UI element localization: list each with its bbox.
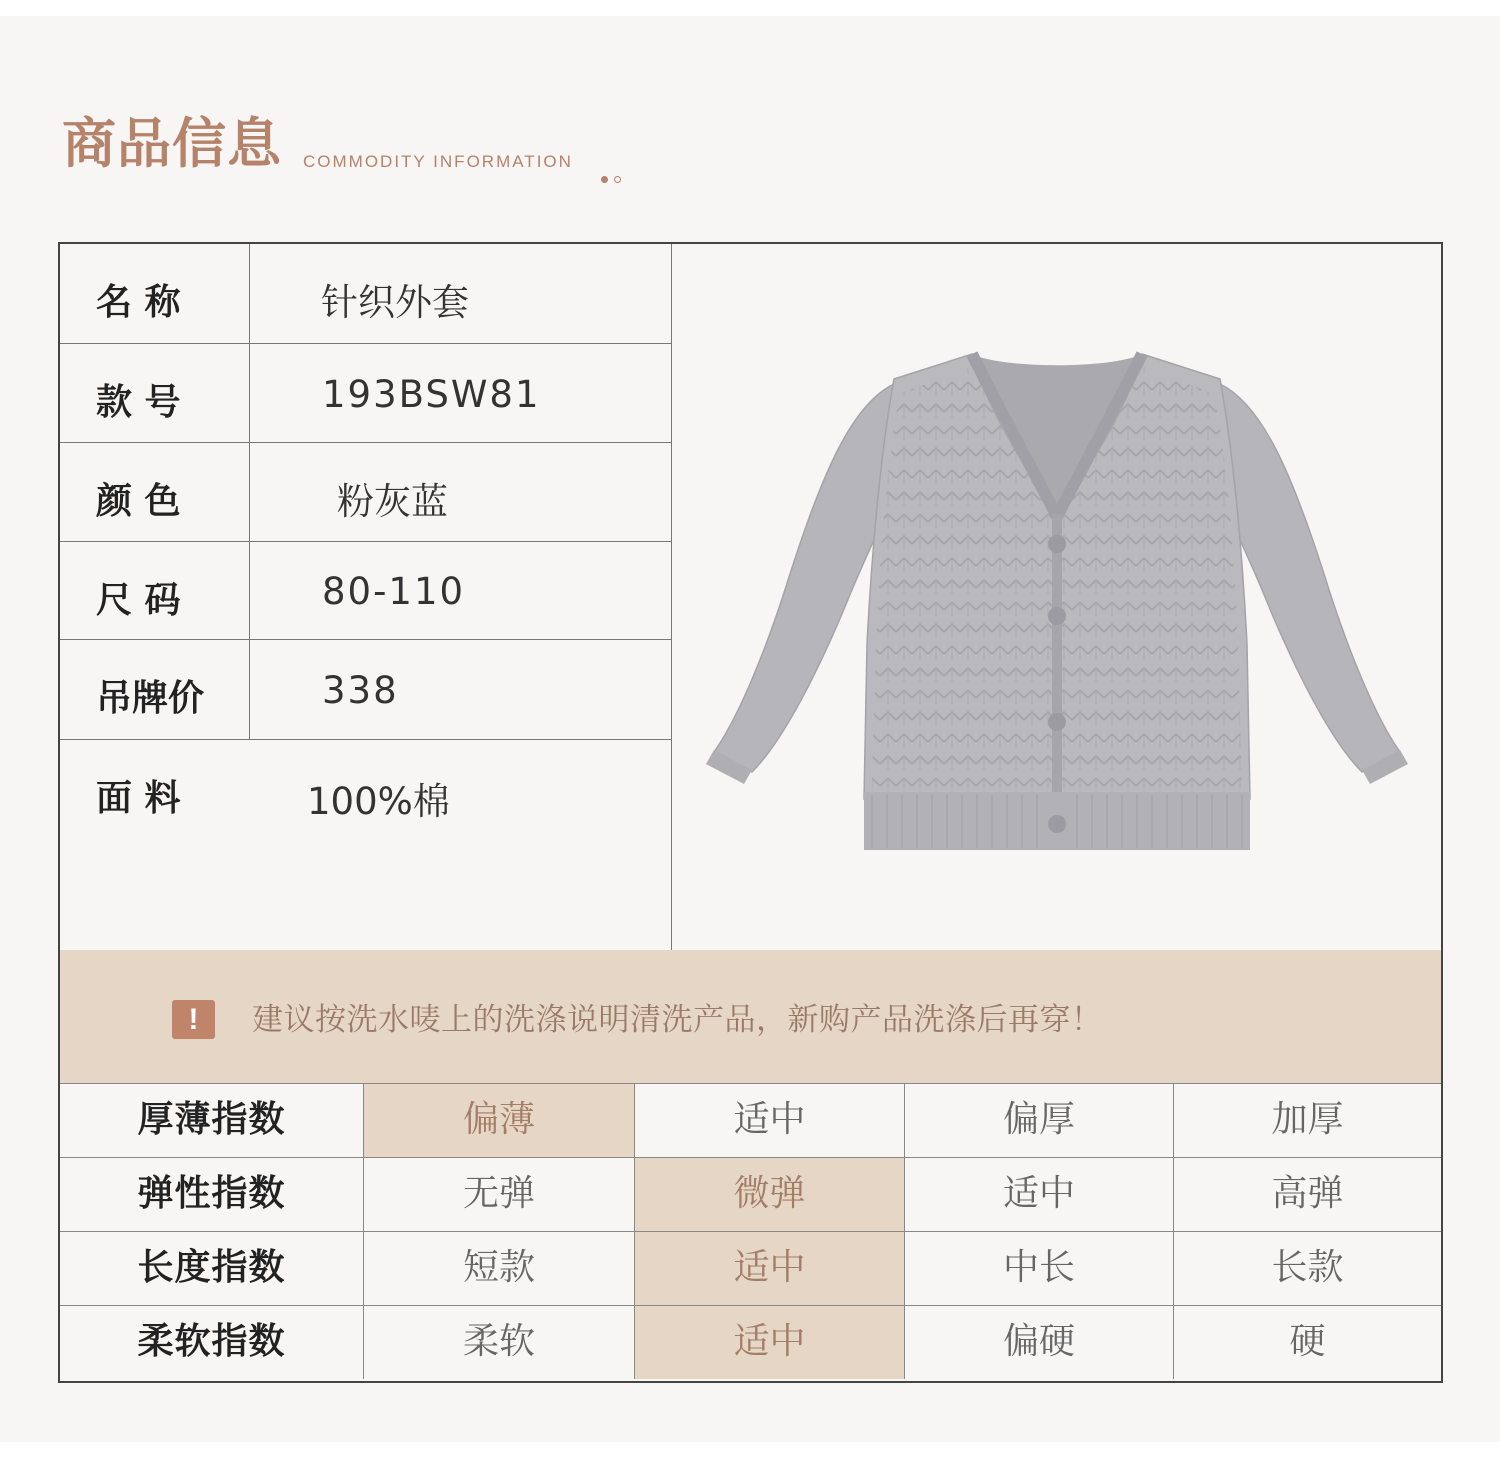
section-subtitle: COMMODITY INFORMATION (303, 152, 573, 171)
info-frame (58, 242, 1443, 1383)
info-label: 颜 色 (96, 481, 181, 522)
ring-dot-icon (614, 176, 621, 183)
button-icon (1048, 713, 1066, 731)
index-label: 长度指数 (60, 1231, 363, 1305)
index-option-selected: 适中 (634, 1305, 904, 1379)
button-icon (1048, 607, 1066, 625)
info-row-name (60, 244, 671, 344)
index-row-length (60, 1231, 1441, 1305)
info-row-fabric (60, 740, 671, 950)
exclamation-icon: ! (172, 1000, 215, 1039)
info-label: 面 料 (96, 778, 181, 819)
info-value: 针织外套 (321, 281, 469, 324)
index-option: 适中 (904, 1157, 1173, 1231)
info-label: 吊牌价 (96, 678, 205, 719)
index-option: 硬 (1173, 1305, 1441, 1379)
index-option: 偏硬 (904, 1305, 1173, 1379)
filled-dot-icon (601, 176, 608, 183)
index-option: 高弹 (1173, 1157, 1441, 1231)
info-row-style-number (60, 344, 671, 443)
button-icon (1048, 815, 1066, 833)
info-value: 100%棉 (307, 780, 450, 823)
product-photo (672, 244, 1442, 950)
index-option-selected: 微弹 (634, 1157, 904, 1231)
index-option: 加厚 (1173, 1083, 1441, 1157)
index-row-softness (60, 1305, 1441, 1379)
info-row-tag-price (60, 640, 671, 740)
index-option: 短款 (363, 1231, 634, 1305)
product-info-page (0, 16, 1500, 1442)
index-label: 厚薄指数 (60, 1083, 363, 1157)
info-value: 193BSW81 (322, 373, 541, 416)
index-option: 无弹 (363, 1157, 634, 1231)
label-divider (249, 244, 250, 740)
index-option-selected: 偏薄 (363, 1083, 634, 1157)
wash-notice-text: 建议按洗水唛上的洗涤说明清洗产品，新购产品洗涤后再穿！ (252, 1002, 1103, 1038)
info-label: 尺 码 (96, 580, 181, 621)
index-row-thickness (60, 1083, 1441, 1157)
wash-notice-banner (60, 950, 1441, 1083)
info-row-color (60, 443, 671, 542)
index-option: 长款 (1173, 1231, 1441, 1305)
info-value: 80-110 (322, 570, 466, 613)
info-row-size (60, 542, 671, 640)
section-title: 商品信息 (62, 112, 282, 175)
button-icon (1048, 535, 1066, 553)
cardigan-illustration (672, 244, 1442, 950)
info-label: 名 称 (96, 282, 181, 323)
index-option: 偏厚 (904, 1083, 1173, 1157)
index-option-selected: 适中 (634, 1231, 904, 1305)
info-value: 粉灰蓝 (337, 480, 448, 523)
index-label: 柔软指数 (60, 1305, 363, 1379)
index-label: 弹性指数 (60, 1157, 363, 1231)
index-grid (60, 1083, 1441, 1381)
index-option: 柔软 (363, 1305, 634, 1379)
index-option: 中长 (904, 1231, 1173, 1305)
info-label: 款 号 (96, 382, 181, 423)
info-value: 338 (322, 669, 399, 712)
index-row-elasticity (60, 1157, 1441, 1231)
index-option: 适中 (634, 1083, 904, 1157)
